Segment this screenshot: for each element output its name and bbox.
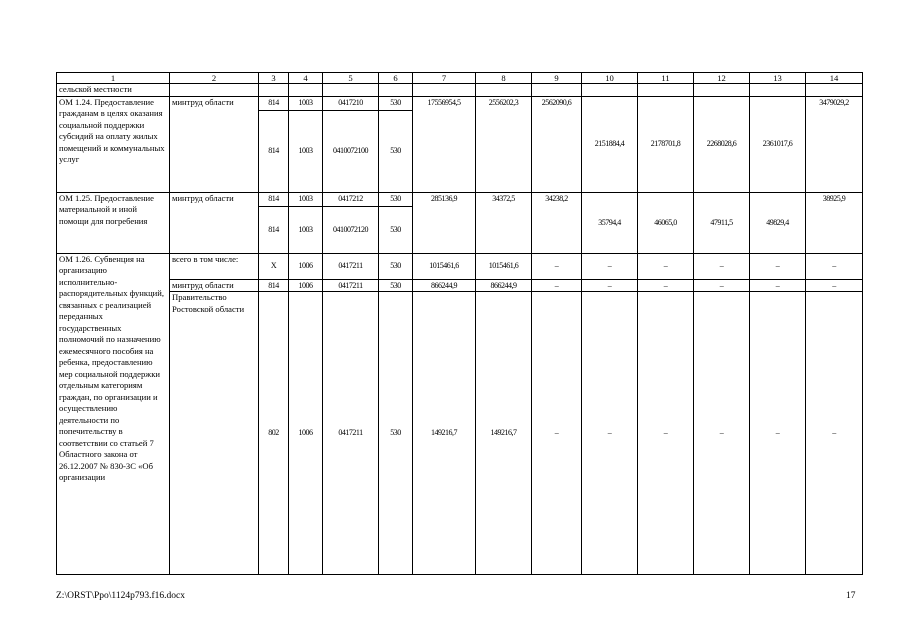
measure-name: ОМ 1.25. Предоставление материальной и иной помощи для погребения [57, 192, 170, 253]
executor: Правительство Ростовской области [170, 292, 259, 575]
cell-c14: 3479029,2 [806, 96, 863, 192]
cell-c7: 866244,9 [413, 279, 476, 292]
measure-name: ОМ 1.26. Субвенция на организацию исполнительно-распорядительных функций, связанных с реализацией переданных государственных полномочий по назначению ежемесячного пособия на ребенка, предоставлению мер социальной поддержки отдельным категориям граждан, по организации и осуществлению деятельности по попечительству в соответствии со статьей 7 Областного закона от 26.12.2007 № 830-ЗС «Об организации [57, 253, 170, 575]
cell-c4: 1006 [289, 253, 323, 279]
dash-cell: – [694, 292, 750, 575]
cell-c5: 0410072100 [323, 110, 379, 192]
dash-cell: – [694, 279, 750, 292]
cell-c6: 530 [379, 96, 413, 110]
cell-c6: 530 [379, 192, 413, 206]
dash-cell: – [694, 253, 750, 279]
cell-c5: 0417212 [323, 192, 379, 206]
cell-c4: 1003 [289, 110, 323, 192]
cell-c7: 149216,7 [413, 292, 476, 575]
cell-c8: 34372,5 [476, 192, 532, 253]
cell-c12: 47911,5 [694, 192, 750, 253]
cell-c11: 2178701,8 [638, 96, 694, 192]
header-cell: 6 [379, 73, 413, 84]
continued-text: сельской местности [57, 84, 170, 97]
cell-c9: 34238,2 [532, 192, 582, 253]
cell-c10: 35794,4 [582, 192, 638, 253]
cell-c8: 866244,9 [476, 279, 532, 292]
budget-table [56, 72, 863, 575]
cell-c6: 530 [379, 206, 413, 253]
cell-c11: 46065,0 [638, 192, 694, 253]
cell-c6: 530 [379, 253, 413, 279]
cell-c4: 1003 [289, 96, 323, 110]
dash-cell: – [582, 253, 638, 279]
header-cell: 9 [532, 73, 582, 84]
cell-c3: Х [259, 253, 289, 279]
cell-c3: 814 [259, 279, 289, 292]
cell-c5: 0410072120 [323, 206, 379, 253]
dash-cell: – [582, 279, 638, 292]
cell-c4: 1006 [289, 292, 323, 575]
page-number: 17 [846, 591, 856, 601]
cell-c5: 0417211 [323, 253, 379, 279]
dash-cell: – [532, 253, 582, 279]
cell-c4: 1006 [289, 279, 323, 292]
cell-c3: 814 [259, 110, 289, 192]
cell-c6: 530 [379, 279, 413, 292]
header-cell: 2 [170, 73, 259, 84]
cell-c7: 285136,9 [413, 192, 476, 253]
table-row [57, 292, 863, 575]
header-cell: 14 [806, 73, 863, 84]
dash-cell: – [638, 279, 694, 292]
header-cell: 10 [582, 73, 638, 84]
table-row [57, 253, 863, 279]
cell-c8: 149216,7 [476, 292, 532, 575]
dash-cell: – [806, 253, 863, 279]
header-cell: 4 [289, 73, 323, 84]
cell-c6: 530 [379, 292, 413, 575]
cell-c8: 1015461,6 [476, 253, 532, 279]
dash-cell: – [750, 253, 806, 279]
table-row [57, 96, 863, 110]
dash-cell: – [806, 279, 863, 292]
header-cell: 5 [323, 73, 379, 84]
header-cell: 8 [476, 73, 532, 84]
dash-cell: – [806, 292, 863, 575]
header-cell: 1 [57, 73, 170, 84]
cell-c4: 1003 [289, 206, 323, 253]
header-cell: 3 [259, 73, 289, 84]
cell-c3: 814 [259, 192, 289, 206]
cell-c12: 2268028,6 [694, 96, 750, 192]
header-cell: 7 [413, 73, 476, 84]
cell-c9: 2562090,6 [532, 96, 582, 192]
dash-cell: – [638, 253, 694, 279]
cell-c3: 814 [259, 206, 289, 253]
cell-c7: 17556954,5 [413, 96, 476, 192]
cell-c3: 814 [259, 96, 289, 110]
executor: минтруд области [170, 96, 259, 192]
cell-c7: 1015461,6 [413, 253, 476, 279]
header-cell: 12 [694, 73, 750, 84]
cell-c13: 49829,4 [750, 192, 806, 253]
table-row [57, 192, 863, 206]
header-row [57, 73, 863, 84]
cell-c8: 2556202,3 [476, 96, 532, 192]
dash-cell: – [582, 292, 638, 575]
cell-c10: 2151884,4 [582, 96, 638, 192]
cell-c3: 802 [259, 292, 289, 575]
file-path: Z:\ORST\Ppo\1124p793.f16.docx [56, 591, 185, 601]
table-row [57, 279, 863, 292]
header-cell: 13 [750, 73, 806, 84]
dash-cell: – [638, 292, 694, 575]
dash-cell: – [532, 279, 582, 292]
dash-cell: – [750, 292, 806, 575]
cell-c13: 2361017,6 [750, 96, 806, 192]
table-row [57, 84, 863, 97]
executor: минтруд области [170, 192, 259, 253]
executor: минтруд области [170, 279, 259, 292]
header-cell: 11 [638, 73, 694, 84]
cell-c5: 0417210 [323, 96, 379, 110]
dash-cell: – [532, 292, 582, 575]
measure-name: ОМ 1.24. Предоставление гражданам в целях оказания социальной поддержки субсидий на оплату жилых помещений и коммунальных услуг [57, 96, 170, 192]
dash-cell: – [750, 279, 806, 292]
cell-c14: 38925,9 [806, 192, 863, 253]
executor: всего в том числе: [170, 253, 259, 279]
cell-c5: 0417211 [323, 279, 379, 292]
cell-c4: 1003 [289, 192, 323, 206]
cell-c6: 530 [379, 110, 413, 192]
cell-c5: 0417211 [323, 292, 379, 575]
